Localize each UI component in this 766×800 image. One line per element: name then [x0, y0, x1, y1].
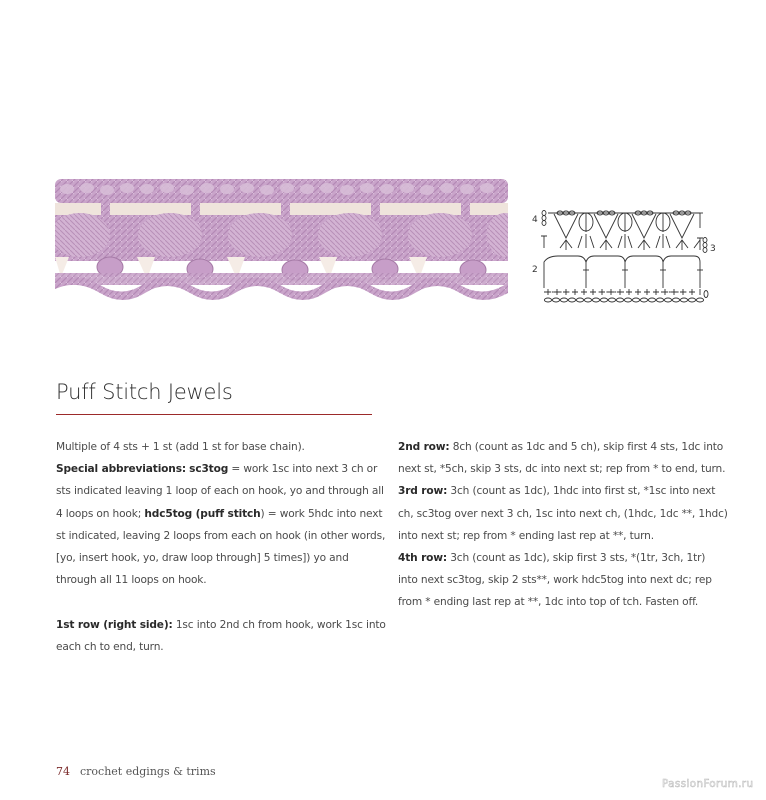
row-4-text: 3ch (count as 1dc), skip first 3 sts, *(1tr, 3ch, 1tr) into next sc3tog, skip 2 sts**, work hdc5tog into next dc; rep from * ending last rep at **, 1dc into top of tch. Fasten off. — [398, 552, 712, 609]
sc3tog-definition: = work 1sc into next 3 ch or sts indicated leaving 1 loop of each on hook, yo and through all 4 loops on hook; — [56, 463, 384, 520]
row-2-text: 8ch (count as 1dc and 5 ch), skip first 4 sts, 1dc into next st, *5ch, skip 3 sts, dc into next st; rep from * to end, turn. — [398, 441, 726, 476]
row-label-3: 3 — [710, 244, 716, 254]
row-1-text: 1sc into 2nd ch from hook, work 1sc into each ch to end, turn. — [56, 618, 386, 653]
row-1-instruction — [56, 614, 386, 658]
sc3tog-term: sc3tog — [189, 463, 229, 476]
pattern-title: Puff Stitch Jewels — [56, 380, 233, 404]
stitch-multiple: Multiple of 4 sts + 1 st (add 1 st for base chain). — [56, 441, 305, 453]
row-4-instruction — [398, 547, 728, 614]
row-3-label: 3rd row: — [398, 485, 448, 498]
instructions-left-column — [56, 436, 386, 658]
hdc5tog-definition: ) = work 5hdc into next st indicated, leaving 2 loops from each on hook (in other words, [yo, insert hook, yo, draw loop through] 5 times]) yo and through all 11 loops on hook. — [56, 507, 386, 587]
row-4-label: 4th row: — [398, 552, 447, 565]
title-underline — [56, 414, 372, 415]
row-3-text: 3ch (count as 1dc), 1hdc into first st, *1sc into next ch, sc3tog over next 3 ch, 1sc into next ch, (1hdc, 1dc **, 1hdc) into next st; rep from * ending last rep at **, turn. — [398, 485, 728, 542]
special-abbreviations-label: Special abbreviations: — [56, 463, 186, 476]
row-2-label: 2nd row: — [398, 441, 450, 453]
hdc5tog-term: hdc5tog (puff stitch — [144, 507, 261, 520]
stitch-chart — [530, 208, 720, 308]
row-2-instruction — [398, 436, 728, 480]
page-number: 74 — [56, 765, 70, 778]
watermark: PassionForum.ru — [662, 778, 754, 790]
row-label-2: 2 — [532, 265, 538, 275]
page-footer — [56, 765, 216, 778]
row-3-instruction — [398, 480, 728, 547]
crochet-sample-photo — [55, 175, 508, 305]
instructions-right-column — [398, 436, 728, 614]
row-1-label: 1st row (right side): — [56, 618, 173, 631]
row-label-4: 4 — [532, 215, 538, 225]
section-name: crochet edgings & trims — [80, 765, 216, 778]
special-abbreviations — [56, 458, 386, 591]
